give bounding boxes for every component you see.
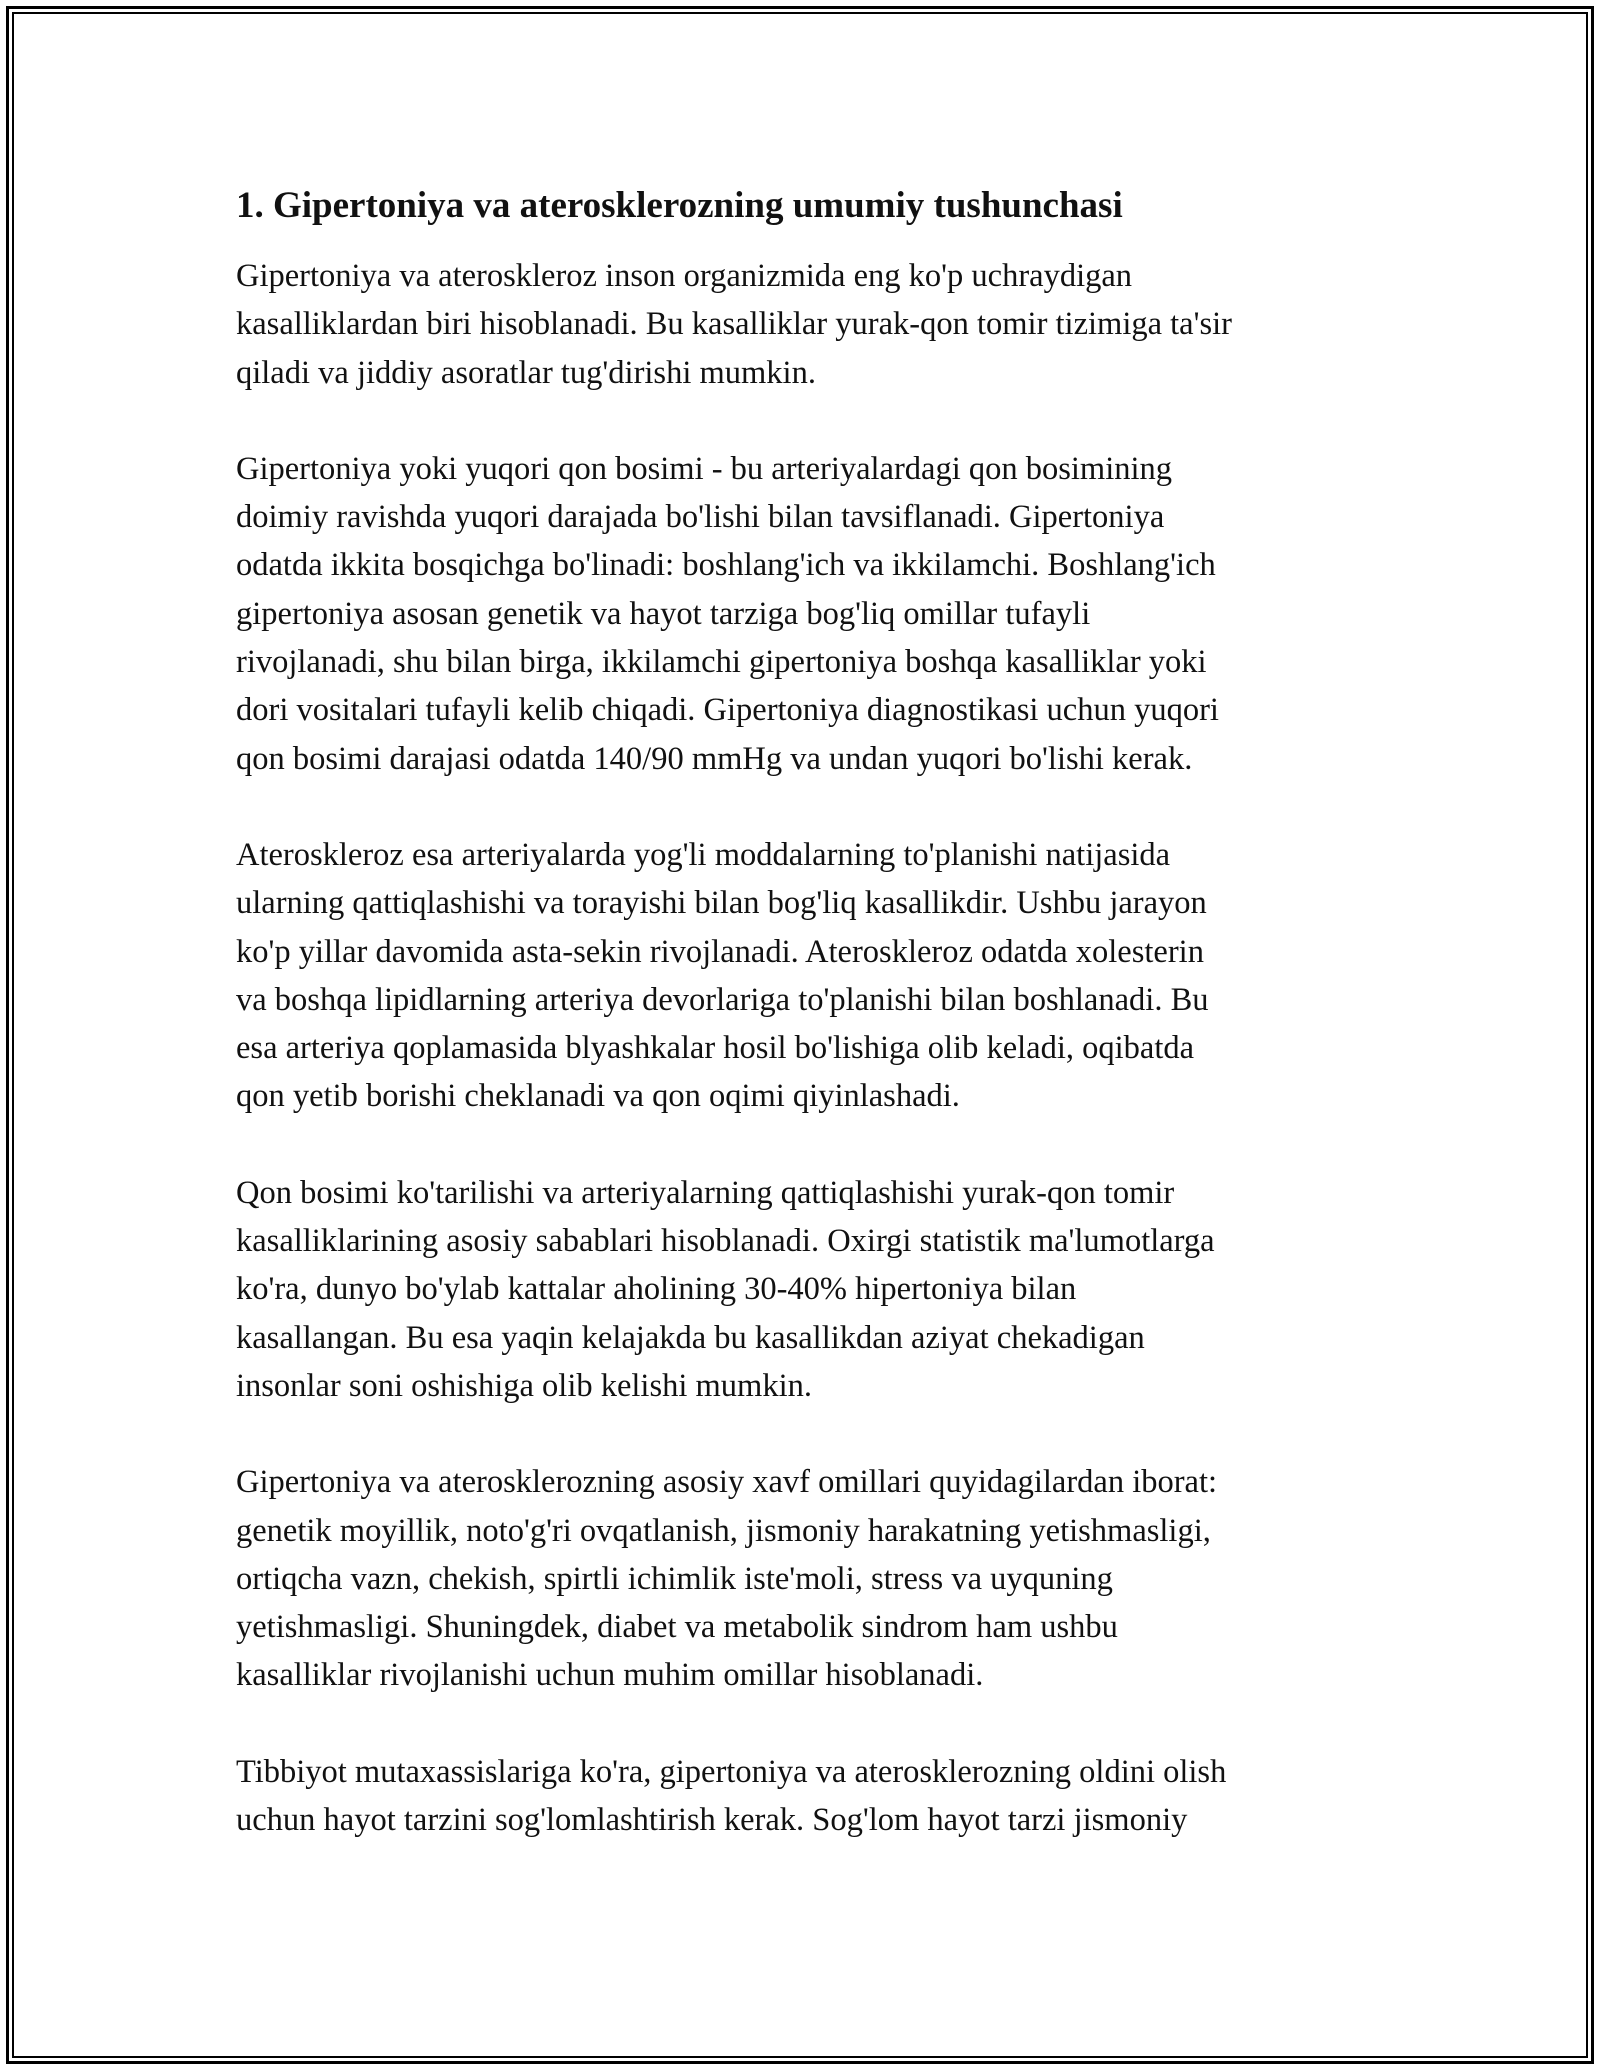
text-line: Tibbiyot mutaxassislariga ko'ra, gipertoniya va aterosklerozning oldini olish — [236, 1753, 1227, 1790]
text-line: Qon bosimi ko'tarilishi va arteriyalarning qattiqlashishi yurak-qon tomir — [236, 1174, 1175, 1211]
text-line: esa arteriya qoplamasida blyashkalar hosil bo'lishiga olib keladi, oqibatda — [236, 1030, 1195, 1067]
text-line: doimiy ravishda yuqori darajada bo'lishi bilan tavsiflanadi. Gipertoniya — [236, 499, 1165, 536]
text-line: ko'ra, dunyo bo'ylab kattalar aholining 30-40% hipertoniya bilan — [236, 1271, 1077, 1308]
text-line: Gipertoniya yoki yuqori qon bosimi - bu arteriyalardagi qon bosimining — [236, 450, 1173, 487]
text-line: qon bosimi darajasi odatda 140/90 mmHg va undan yuqori bo'lishi kerak. — [236, 740, 1193, 777]
text-line: kasalliklardan biri hisoblanadi. Bu kasalliklar yurak-qon tomir tizimiga ta'sir — [236, 306, 1232, 343]
paragraph-6 — [236, 1748, 1366, 1845]
text-line: ortiqcha vazn, chekish, spirtli ichimlik iste'moli, stress va uyquning — [236, 1560, 1113, 1597]
text-line: rivojlanadi, shu bilan birga, ikkilamchi gipertoniya boshqa kasalliklar yoki — [236, 644, 1207, 681]
text-line: kasallangan. Bu esa yaqin kelajakda bu kasallikdan aziyat chekadigan — [236, 1319, 1145, 1356]
document-page — [236, 182, 1366, 1892]
text-line: gipertoniya asosan genetik va hayot tarziga bog'liq omillar tufayli — [236, 595, 1091, 632]
text-line: insonlar soni oshishiga olib kelishi mumkin. — [236, 1367, 812, 1404]
paragraph-1 — [236, 252, 1366, 397]
document-body — [236, 252, 1366, 1844]
text-line: genetik moyillik, noto'g'ri ovqatlanish, jismoniy harakatning yetishmasligi, — [236, 1512, 1211, 1549]
text-line: kasalliklar rivojlanishi uchun muhim omillar hisoblanadi. — [236, 1657, 984, 1694]
text-line: Gipertoniya va aterosklerozning asosiy xavf omillari quyidagilardan iborat: — [236, 1464, 1218, 1501]
text-line: uchun hayot tarzini sog'lomlashtirish kerak. Sog'lom hayot tarzi jismoniy — [236, 1802, 1188, 1839]
text-line: yetishmasligi. Shuningdek, diabet va metabolik sindrom ham ushbu — [236, 1609, 1118, 1646]
section-title: 1. Gipertoniya va aterosklerozning umumiy tushunchasi — [236, 185, 1123, 226]
text-line: ularning qattiqlashishi va torayishi bilan bog'liq kasallikdir. Ushbu jarayon — [236, 885, 1207, 922]
text-line: Ateroskleroz esa arteriyalarda yog'li moddalarning to'planishi natijasida — [236, 836, 1171, 873]
text-line: qon yetib borishi cheklanadi va qon oqimi qiyinlashadi. — [236, 1078, 960, 1115]
paragraph-3 — [236, 831, 1366, 1121]
paragraph-5 — [236, 1458, 1366, 1699]
paragraph-4 — [236, 1169, 1366, 1410]
paragraph-2 — [236, 445, 1366, 783]
text-line: dori vositalari tufayli kelib chiqadi. Gipertoniya diagnostikasi uchun yuqori — [236, 692, 1219, 729]
text-line: odatda ikkita bosqichga bo'linadi: boshlang'ich va ikkilamchi. Boshlang'ich — [236, 547, 1216, 584]
text-line: qiladi va jiddiy asoratlar tug'dirishi mumkin. — [236, 354, 816, 391]
text-line: kasalliklarining asosiy sabablari hisoblanadi. Oxirgi statistik ma'lumotlarga — [236, 1223, 1215, 1260]
text-line: ko'p yillar davomida asta-sekin rivojlanadi. Ateroskleroz odatda xolesterin — [236, 933, 1204, 970]
text-line: va boshqa lipidlarning arteriya devorlariga to'planishi bilan boshlanadi. Bu — [236, 981, 1209, 1018]
text-line: Gipertoniya va ateroskleroz inson organizmida eng ko'p uchraydigan — [236, 258, 1133, 294]
